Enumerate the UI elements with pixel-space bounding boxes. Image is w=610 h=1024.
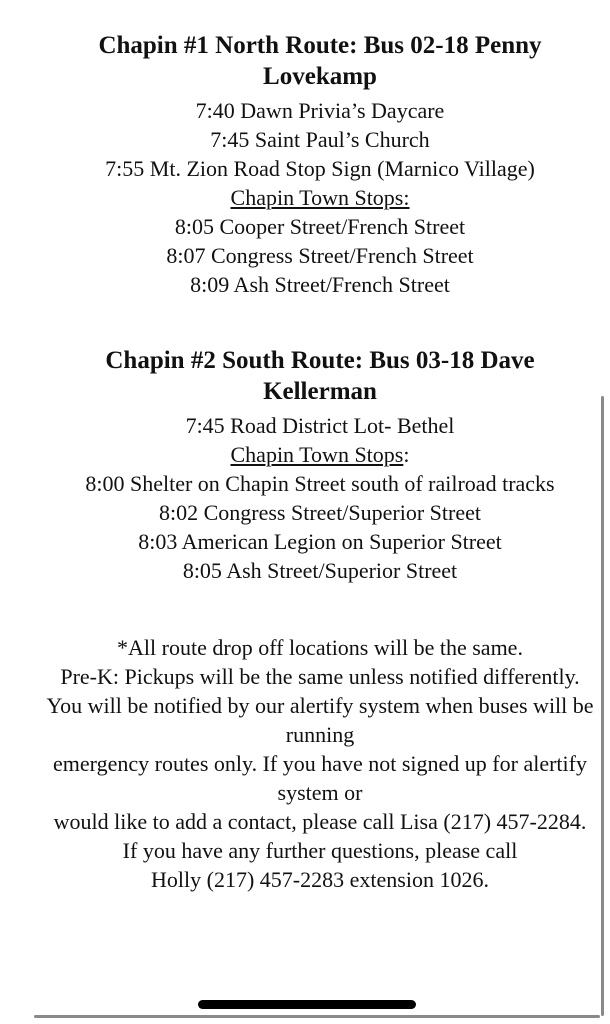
note-line: You will be notified by our alertify system when buses will be running	[46, 693, 594, 747]
north-town-stops-label	[40, 183, 600, 212]
north-route-title: Chapin #1 North Route: Bus 02-18 Penny Lovekamp	[98, 32, 542, 90]
north-stop: 7:45 Saint Paul’s Church	[210, 127, 430, 152]
south-route-title: Chapin #2 South Route: Bus 03-18 Dave Kellerman	[105, 347, 535, 405]
south-town-stops-label	[40, 440, 600, 469]
south-route-section	[40, 345, 600, 585]
note-line: If you have any further questions, please call	[122, 838, 518, 863]
north-town-stop: 8:07 Congress Street/French Street	[166, 243, 474, 268]
north-town-stop: 8:05 Cooper Street/French Street	[174, 214, 466, 239]
south-town-stop: 8:05 Ash Street/Superior Street	[182, 558, 458, 583]
south-town-stop: 8:03 American Legion on Superior Street	[138, 529, 502, 554]
south-town-stop: 8:00 Shelter on Chapin Street south of railroad tracks	[85, 471, 555, 496]
north-stop: 7:55 Mt. Zion Road Stop Sign (Marnico Village)	[105, 156, 535, 181]
note-line: would like to add a contact, please call Lisa (217) 457-2284.	[53, 809, 587, 834]
notes-section	[40, 633, 600, 894]
south-town-stop: 8:02 Congress Street/Superior Street	[158, 500, 481, 525]
north-route-section	[40, 30, 600, 299]
horizontal-scrollbar[interactable]	[34, 1015, 600, 1018]
north-town-stop: 8:09 Ash Street/French Street	[190, 272, 450, 297]
south-town-stops-colon: :	[403, 442, 410, 467]
note-line: *All route drop off locations will be the same.	[117, 635, 523, 660]
south-town-stops-label-text: Chapin Town Stops	[230, 442, 404, 467]
north-stop: 7:40 Dawn Privia’s Daycare	[195, 98, 445, 123]
note-line: Holly (217) 457-2283 extension 1026.	[151, 867, 489, 892]
note-line: Pre-K: Pickups will be the same unless notified differently.	[60, 664, 580, 689]
north-town-stops-label-text: Chapin Town Stops:	[230, 185, 410, 210]
home-indicator[interactable]	[198, 1000, 416, 1009]
vertical-scrollbar[interactable]	[601, 396, 604, 1016]
south-stop: 7:45 Road District Lot- Bethel	[185, 413, 455, 438]
note-line: emergency routes only. If you have not signed up for alertify system or	[53, 751, 587, 805]
